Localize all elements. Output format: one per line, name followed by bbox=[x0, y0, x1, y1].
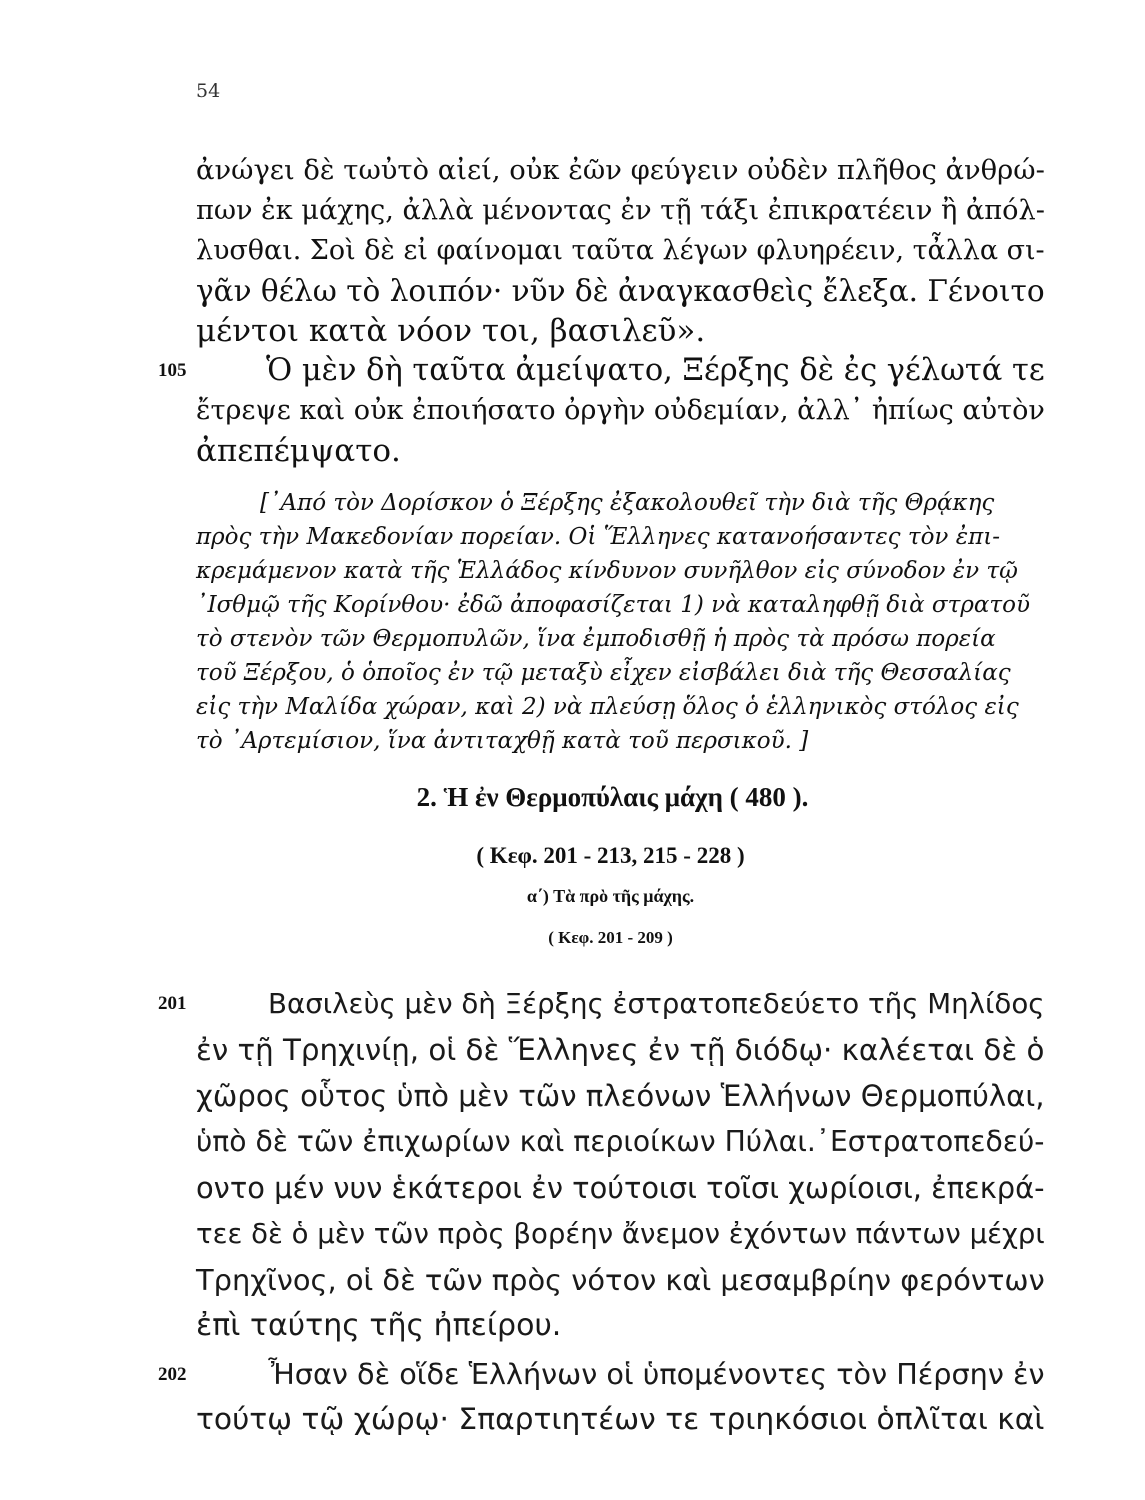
text-line: τούτῳ τῷ χώρῳ· Σπαρτιητέων τε τριηκόσιοι ὁπλῖται καὶ bbox=[196, 1402, 1045, 1437]
text-line: Ὁ μὲν δὴ ταῦτα ἀμείψατο, Ξέρξης δὲ ἐς γέλωτά τε bbox=[266, 353, 1045, 388]
text-line: ἐν τῇ Τρηχινίῃ, οἱ δὲ Ἕλληνες ἐν τῇ διόδῳ· καλέεται δὲ ὁ bbox=[196, 1033, 1045, 1067]
section-chapter-range: ( Κεφ. 201 - 213, 215 - 228 ) bbox=[476, 843, 745, 868]
text-line: γᾶν θέλω τὸ λοιπόν· νῦν δὲ ἀναγκασθεὶς ἔλεξα. Γένοιτο bbox=[196, 274, 1045, 308]
subsection-chapter-range: ( Κεφ. 201 - 209 ) bbox=[548, 928, 673, 947]
text-line: ὑπὸ δὲ τῶν ἐπιχωρίων καὶ περιοίκων Πύλαι.᾽Εστρατοπεδεύ- bbox=[196, 1125, 1045, 1158]
text-line: χῶρος οὗτος ὑπὸ μὲν τῶν πλεόνων Ἑλλήνων Θερμοπύλαι, bbox=[196, 1079, 1045, 1113]
text-line: ἔτρεψε καὶ οὐκ ἐποιήσατο ὀργὴν οὐδεμίαν, ἀλλ᾽ ἠπίως αὐτὸν bbox=[196, 395, 1045, 426]
text-line: τεε δὲ ὁ μὲν τῶν πρὸς βορέην ἄνεμον ἐχόντων πάντων μέχρι bbox=[196, 1218, 1045, 1250]
summary-line: [᾽Από τὸν Δορίσκον ὁ Ξέρξης ἐξακολουθεῖ τὴν διὰ τῆς Θρᾴκης bbox=[260, 490, 995, 516]
summary-line: τὸ στενὸν τῶν Θερμοπυλῶν, ἵνα ἐμποδισθῇ ἡ πρὸς τὰ πρόσω πορεία bbox=[196, 626, 996, 652]
text-line: λυσθαι. Σοὶ δὲ εἰ φαίνομαι ταῦτα λέγων φλυηρέειν, τἆλλα σι- bbox=[196, 235, 1045, 266]
summary-line: κρεμάμενον κατὰ τῆς Ἑλλάδος κίνδυνον συνῆλθον εἰς σύνοδον ἐν τῷ bbox=[196, 558, 1018, 584]
text-line: ἀνώγει δὲ τωὐτὸ αἰεί, οὐκ ἐῶν φεύγειν οὐδὲν πλῆθος ἀνθρώ- bbox=[196, 155, 1045, 186]
text-line: οντο μέν νυν ἑκάτεροι ἐν τούτοισι τοῖσι χωρίοισι, ἐπεκρά- bbox=[196, 1171, 1045, 1205]
text-line: ἀπεπέμψατο. bbox=[196, 433, 401, 469]
text-line: Τρηχῖνος, οἱ δὲ τῶν πρὸς νότον καὶ μεσαμβρίην φερόντων bbox=[196, 1263, 1045, 1297]
subsection-title: α΄) Τὰ πρὸ τῆς μάχης. bbox=[526, 886, 695, 906]
section-title: 2. Ἡ ἐν Θερμοπύλαις μάχη ( 480 ). bbox=[416, 782, 809, 812]
chapter-number: 202 bbox=[158, 1364, 187, 1385]
text-line: πων ἐκ μάχης, ἀλλὰ μένοντας ἐν τῇ τάξι ἐπικρατέειν ἢ ἀπόλ- bbox=[196, 195, 1045, 226]
page-number: 54 bbox=[196, 80, 221, 102]
summary-line: τοῦ Ξέρξου, ὁ ὁποῖος ἐν τῷ μεταξὺ εἶχεν εἰσβάλει διὰ τῆς Θεσσαλίας bbox=[196, 660, 1011, 686]
summary-line: ᾽Ισθμῷ τῆς Κορίνθου· ἐδῶ ἀποφασίζεται 1) νὰ καταληφθῇ διὰ στρατοῦ bbox=[196, 592, 1030, 618]
summary-line: τὸ ᾽Αρτεμίσιον, ἵνα ἀντιταχθῇ κατὰ τοῦ περσικοῦ. ] bbox=[196, 728, 809, 754]
chapter-number: 105 bbox=[158, 360, 187, 381]
summary-line: εἰς τὴν Μαλίδα χώραν, καὶ 2) νὰ πλεύσῃ ὅλος ὁ ἑλληνικὸς στόλος εἰς bbox=[196, 694, 1019, 720]
text-line: Ἦσαν δὲ οἵδε Ἑλλήνων οἱ ὑπομένοντες τὸν Πέρσην ἐν bbox=[268, 1357, 1045, 1391]
text-line: ἐπὶ ταύτης τῆς ἠπείρου. bbox=[196, 1308, 562, 1343]
summary-line: πρὸς τὴν Μακεδονίαν πορείαν. Οἱ Ἕλληνες κατανοήσαντες τὸν ἐπι- bbox=[196, 524, 1000, 550]
chapter-number: 201 bbox=[158, 993, 187, 1014]
text-line: Βασιλεὺς μὲν δὴ Ξέρξης ἐστρατοπεδεύετο τῆς Μηλίδος bbox=[268, 987, 1045, 1020]
text-line: μέντοι κατὰ νόον τοι, βασιλεῦ». bbox=[196, 313, 706, 349]
